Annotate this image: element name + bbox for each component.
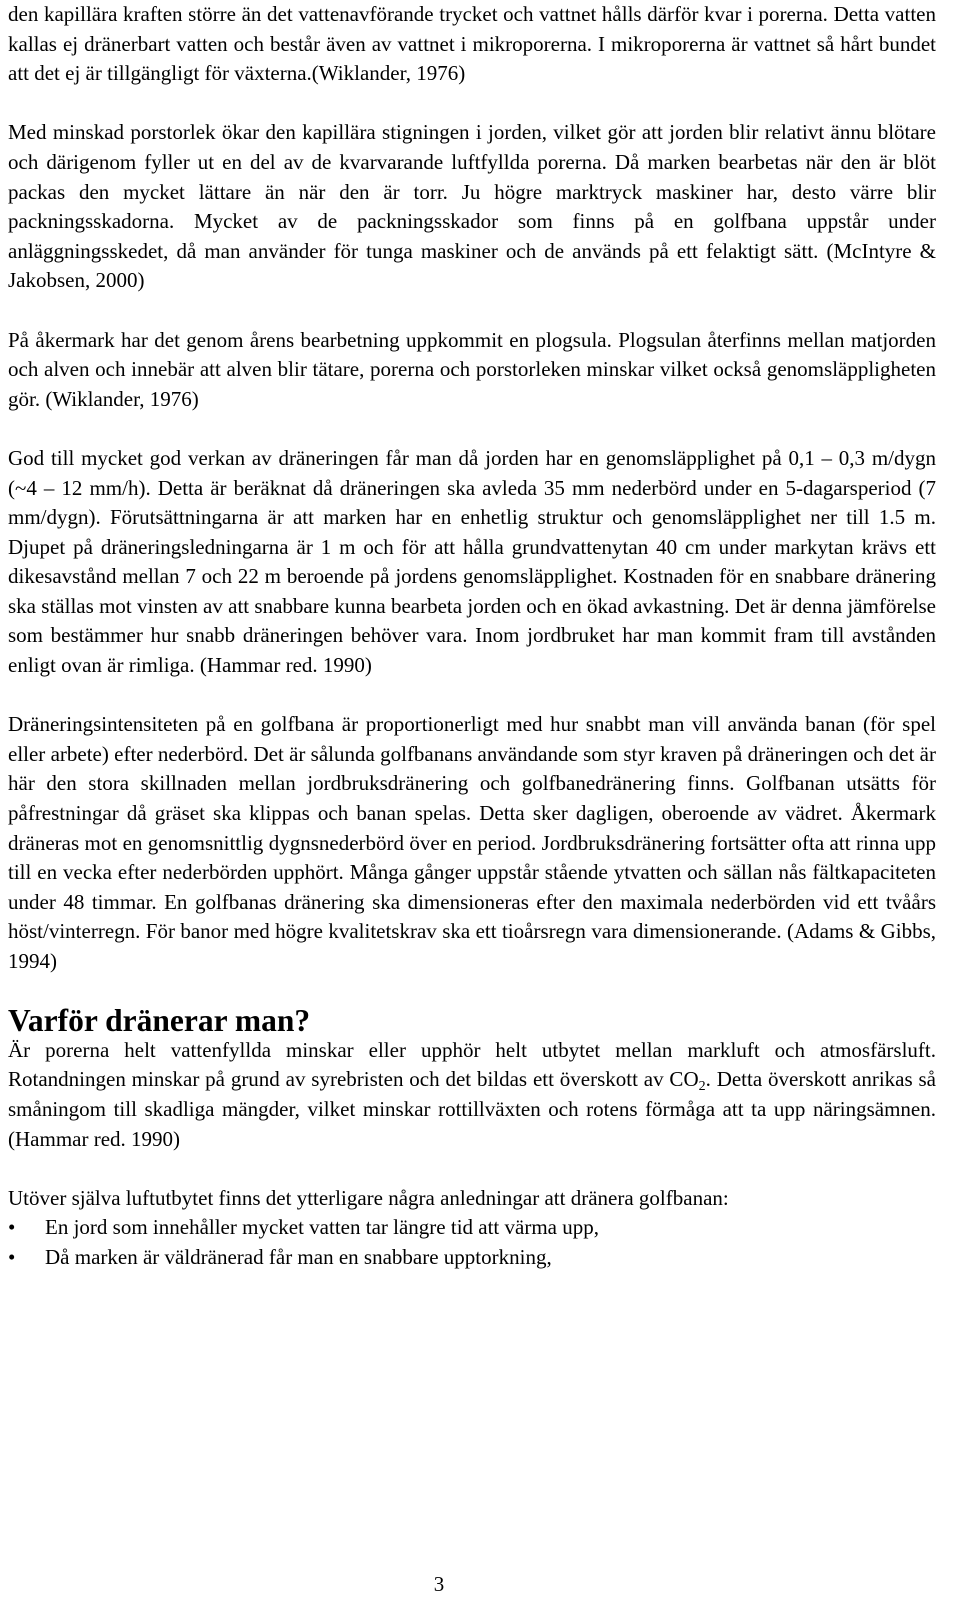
section-heading: Varför dränerar man? [8, 1003, 311, 1039]
bullet-icon: • [8, 1244, 16, 1269]
paragraph-1: den kapillära kraften större än det vattenavförande trycket och vattnet hålls därför kvar i porerna. Detta vatten kallas ej dränerbart vatten och består även av vattnet i mikroporerna. I mikroporerna är vattnet så hårt bundet att det ej är tillgängligt för växterna.(Wiklander, 1976) [8, 2, 936, 86]
page-number: 3 [433, 1572, 445, 1596]
co2-subscript: 2 [698, 1079, 706, 1095]
list-item [8, 1213, 936, 1243]
list-item-text: Då marken är väldränerad får man en snabbare upptorkning, [45, 1244, 552, 1269]
paragraph-6-text-start: Är porerna helt vattenfyllda minskar eller upphör helt utbytet mellan markluft och atmosfärsluft. Rotandningen minskar på grund av syrebristen och det bildas ett överskott av CO [8, 1037, 936, 1092]
paragraph-5: Dräneringsintensiteten på en golfbana är proportionerligt med hur snabbt man vill använda banan (för spel eller arbete) efter nederbörd. Det är sålunda golfbanans användande som styr kraven på dräneringen och det är här den stora skillnaden mellan jordbruksdränering och golfbanedränering finns. Golfbanan utsätts för påfrestningar då gräset ska klippas och banan spelas. Detta sker dagligen, oberoende av vädret. Åkermark dräneras mot en genomsnittlig dygnsnederbörd över en period. Jordbruksdränering fortsätter ofta att rinna upp till en vecka efter nederbörden upphört. Många gånger uppstår stående ytvatten och sällan nås fältkapaciteten under 48 timmar. En golfbanas dränering ska dimensioneras efter den maximala nederbörden vid ett tvåårs höst/vinterregn. För banor med högre kvalitetskrav ska ett tioårsregn vara dimensionerande. (Adams & Gibbs, 1994) [8, 712, 936, 973]
list-item-text: En jord som innehåller mycket vatten tar längre tid att värma upp, [45, 1215, 599, 1240]
paragraph-7: Utöver själva luftutbytet finns det ytterligare några anledningar att dränera golfbanan: [8, 1185, 729, 1210]
paragraph-2: Med minskad porstorlek ökar den kapillära stigningen i jorden, vilket gör att jorden blir relativt ännu blötare och därigenom fyller ut en del av de kvarvarande luftfyllda porerna. Då marken bearbetas när den är blöt packas den mycket lättare än när den är torr. Ju högre marktryck maskiner har, desto värre blir packningsskadorna. Mycket av de packningsskador som finns på en golfbana uppstår under anläggningsskedet, då man använder för tunga maskiner och de används på ett felaktigt sätt. (McIntyre & Jakobsen, 2000) [8, 120, 936, 293]
paragraph-6-text-end: . Detta överskott anrikas så småningom till skadliga mängder, vilket minskar rottillväxten och rotens förmåga att ta upp näringsämnen. (Hammar red. 1990) [8, 1067, 936, 1151]
document-page [8, 0, 936, 1273]
reasons-list [8, 1213, 936, 1272]
paragraph-3: På åkermark har det genom årens bearbetning uppkommit en plogsula. Plogsulan återfinns mellan matjorden och alven och innebär att alven blir tätare, porerna och porstorleken minskar vilket också genomsläppligheten gör. (Wiklander, 1976) [8, 327, 936, 411]
bullet-icon: • [8, 1215, 16, 1240]
paragraph-6 [8, 1036, 936, 1154]
list-item [8, 1243, 936, 1273]
paragraph-4: God till mycket god verkan av dräneringen får man då jorden har en genomsläpplighet på 0,1 – 0,3 m/dygn (~4 – 12 mm/h). Detta är beräknat då dräneringen ska avleda 35 mm nederbörd under en 5-dagarsperiod (7 mm/dygn). Förutsättningarna är att marken har en enhetlig struktur och genomsläpplighet ner till 1.5 m. Djupet på dräneringsledningarna är 1 m och för att hålla grundvattenytan 40 cm under markytan krävs ett dikesavstånd mellan 7 och 22 m beroende på jordens genomsläpplighet. Kostnaden för en snabbare dränering ska ställas mot vinsten av att snabbare kunna bearbeta jorden och en ökad avkastning. Det är denna jämförelse som bestämmer hur snabb dräneringen behöver vara. Inom jordbruket har man kommit fram till avstånden enligt ovan är rimliga. (Hammar red. 1990) [8, 445, 936, 678]
